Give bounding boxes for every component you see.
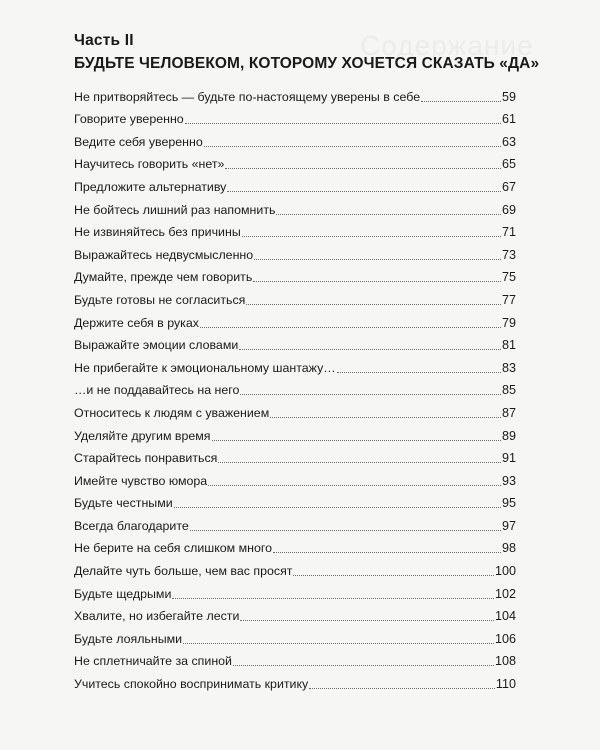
- toc-entry-page: 110: [495, 677, 516, 692]
- toc-entry-page: 83: [501, 360, 516, 375]
- toc-entry-title: Будьте щедрыми: [74, 586, 172, 601]
- toc-entry-page: 108: [494, 654, 516, 669]
- dot-leader: [227, 190, 501, 192]
- toc-entry: [74, 466, 516, 489]
- dot-leader: [172, 597, 494, 599]
- toc-entry: [74, 331, 516, 354]
- toc-entry: [74, 105, 516, 128]
- toc-entry: [74, 444, 516, 467]
- toc-entry: [74, 127, 516, 150]
- dot-leader: [273, 551, 501, 553]
- toc-entry-page: 91: [501, 451, 516, 466]
- toc-entry-page: 81: [501, 338, 516, 353]
- toc-entry: [74, 353, 516, 376]
- dot-leader: [254, 258, 501, 260]
- toc-entry-page: 97: [501, 518, 516, 533]
- toc-entry-title: Не прибегайте к эмоциональному шантажу…: [74, 360, 336, 375]
- toc-entry-title: Не берите на себя слишком много: [74, 541, 273, 556]
- toc-entry-title: Имейте чувство юмора: [74, 473, 208, 488]
- toc-entry: [74, 172, 516, 195]
- toc-entry-title: Предложите альтернативу: [74, 179, 227, 194]
- toc-entry-title: Ведите себя уверенно: [74, 134, 203, 149]
- dot-leader: [309, 687, 495, 689]
- toc-entry-title: Не сплетничайте за спиной: [74, 654, 232, 669]
- dot-leader: [174, 506, 501, 508]
- toc-entry-page: 75: [501, 270, 516, 285]
- dot-leader: [240, 393, 501, 395]
- dot-leader: [225, 167, 501, 169]
- toc-entry: [74, 556, 516, 579]
- toc-entry-title: Говорите уверенно: [74, 112, 184, 127]
- toc-entry-page: 102: [494, 586, 516, 601]
- toc-entry-page: 59: [501, 89, 516, 104]
- toc-entry: [74, 240, 516, 263]
- table-of-contents: [74, 82, 516, 692]
- toc-entry-page: 98: [501, 541, 516, 556]
- dot-leader: [276, 213, 501, 215]
- dot-leader: [218, 461, 501, 463]
- toc-entry-title: Делайте чуть больше, чем вас просят: [74, 564, 293, 579]
- dot-leader: [183, 642, 494, 644]
- toc-entry-page: 104: [494, 609, 516, 624]
- dot-leader: [246, 303, 501, 305]
- bleed-through-text: Содержание: [360, 30, 534, 61]
- toc-entry-page: 89: [501, 428, 516, 443]
- dot-leader: [208, 484, 501, 486]
- toc-entry: [74, 150, 516, 173]
- dot-leader: [233, 664, 494, 666]
- dot-leader: [293, 574, 494, 576]
- dot-leader: [190, 529, 501, 531]
- toc-entry-title: Хвалите, но избегайте лести: [74, 609, 240, 624]
- toc-entry-page: 93: [501, 473, 516, 488]
- toc-entry-page: 71: [501, 225, 516, 240]
- toc-entry-title: Старайтесь понравиться: [74, 451, 218, 466]
- toc-entry: [74, 534, 516, 557]
- toc-entry-title: Относитесь к людям с уважением: [74, 405, 270, 420]
- toc-entry-title: Будьте честными: [74, 496, 173, 511]
- dot-leader: [253, 280, 501, 282]
- toc-entry: [74, 489, 516, 512]
- toc-entry: [74, 602, 516, 625]
- toc-entry: [74, 624, 516, 647]
- dot-leader: [242, 235, 501, 237]
- toc-entry-page: 95: [501, 496, 516, 511]
- toc-entry-page: 69: [501, 202, 516, 217]
- toc-entry-title: Будьте готовы не согласиться: [74, 292, 246, 307]
- toc-entry-page: 63: [501, 134, 516, 149]
- dot-leader: [421, 100, 501, 102]
- dot-leader: [240, 619, 494, 621]
- dot-leader: [239, 348, 501, 350]
- toc-entry-page: 77: [501, 292, 516, 307]
- dot-leader: [212, 439, 501, 441]
- toc-entry: [74, 398, 516, 421]
- toc-entry-title: Всегда благодарите: [74, 518, 189, 533]
- toc-entry: [74, 669, 516, 692]
- toc-entry-page: 85: [501, 383, 516, 398]
- toc-entry-page: 87: [501, 405, 516, 420]
- toc-entry: [74, 647, 516, 670]
- part-label: Часть II: [74, 32, 134, 49]
- toc-entry: [74, 285, 516, 308]
- toc-entry: [74, 579, 516, 602]
- toc-entry-page: 100: [494, 564, 516, 579]
- toc-entry: [74, 195, 516, 218]
- toc-entry: [74, 376, 516, 399]
- part-title: БУДЬТЕ ЧЕЛОВЕКОМ, КОТОРОМУ ХОЧЕТСЯ СКАЗАТЬ «ДА»: [74, 55, 540, 72]
- toc-entry-page: 106: [494, 631, 516, 646]
- toc-entry-page: 61: [501, 112, 516, 127]
- toc-entry-title: Выражайте эмоции словами: [74, 338, 239, 353]
- toc-entry-title: …и не поддавайтесь на него: [74, 383, 240, 398]
- toc-entry: [74, 421, 516, 444]
- toc-entry: [74, 511, 516, 534]
- toc-entry-title: Держите себя в руках: [74, 315, 199, 330]
- dot-leader: [204, 145, 501, 147]
- toc-entry-title: Не бойтесь лишний раз напомнить: [74, 202, 276, 217]
- toc-entry-title: Уделяйте другим время: [74, 428, 211, 443]
- toc-entry-title: Научитесь говорить «нет»: [74, 157, 225, 172]
- toc-entry: [74, 308, 516, 331]
- toc-entry-title: Не извиняйтесь без причины: [74, 225, 241, 240]
- toc-entry-page: 73: [501, 247, 516, 262]
- toc-entry-page: 79: [501, 315, 516, 330]
- toc-entry: [74, 263, 516, 286]
- toc-entry-title: Думайте, прежде чем говорить: [74, 270, 253, 285]
- toc-entry: [74, 82, 516, 105]
- toc-entry: [74, 218, 516, 241]
- dot-leader: [270, 416, 501, 418]
- dot-leader: [337, 371, 501, 373]
- dot-leader: [185, 122, 501, 124]
- toc-entry-title: Не притворяйтесь — будьте по-настоящему уверены в себе: [74, 89, 421, 104]
- toc-entry-title: Учитесь спокойно воспринимать критику: [74, 677, 309, 692]
- toc-entry-page: 65: [501, 157, 516, 172]
- toc-entry-title: Выражайтесь недвусмысленно: [74, 247, 254, 262]
- toc-entry-page: 67: [501, 179, 516, 194]
- dot-leader: [200, 326, 501, 328]
- toc-entry-title: Будьте лояльными: [74, 631, 183, 646]
